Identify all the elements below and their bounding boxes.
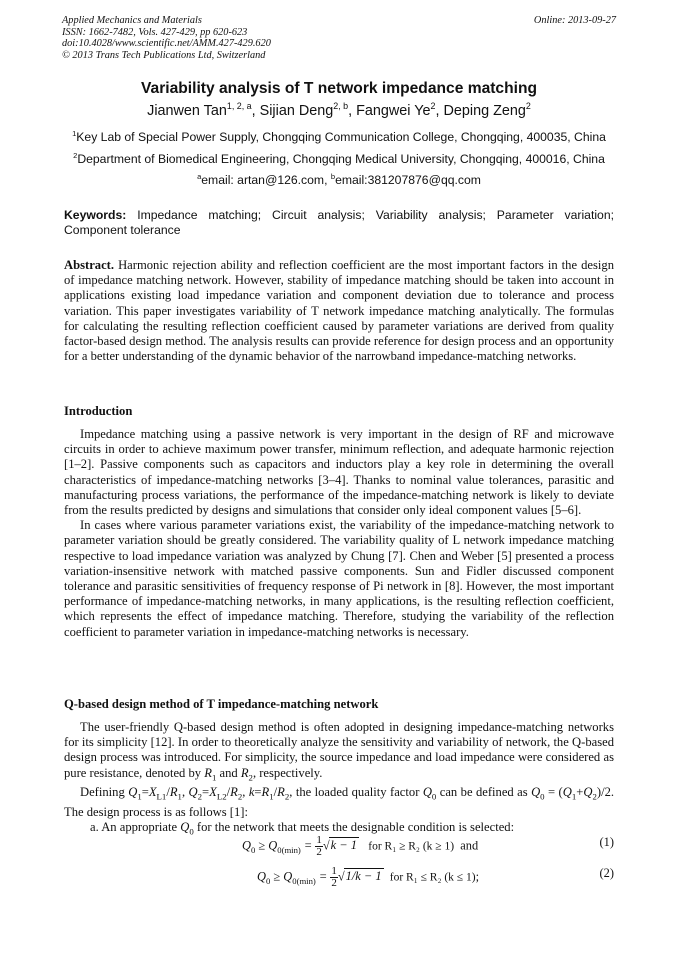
keywords-text: Impedance matching; Circuit analysis; Variability analysis; Parameter variation; Component tolerance bbox=[64, 208, 614, 237]
qbased-paragraph-1: The user-friendly Q-based design method is often adopted in designing impedance-matching networks for its simplicity [12]. In order to theoretically analyze the sensitivity and variability of network, the Q-based design process was introduced. For simplicity, the source impedance and load impedance were considered as pure resistance, denoted by $R_1$ and $R_2$, respectively. bbox=[64, 720, 614, 783]
abstract-label: Abstract. bbox=[64, 258, 115, 272]
equation-2-number: (2) bbox=[599, 866, 614, 880]
issn-line: ISSN: 1662-7482, Vols. 427-429, pp 620-623 bbox=[62, 26, 248, 38]
qbased-paragraph-2: Defining $Q_1=X_{L1}/R_1$, $Q_2=X_{L2}/R_2$, $k=R_1/R_2$, the loaded quality factor $Q_0$ can be defined as $Q_0 = (Q_1+Q_2)/2$. The design process is as follows [1]: bbox=[64, 785, 615, 820]
journal-header bbox=[62, 15, 616, 61]
paper-title: Variability analysis of T network impedance matching bbox=[140, 80, 538, 97]
author-2: Sijian Deng$^{2, b}$, bbox=[259, 101, 357, 119]
abstract-text: Harmonic rejection ability and reflection coefficient are the most important factors in the design of impedance matching network. However, stability of impedance matching should be taken into account in applications existing load impedance variation and component deviation due to tolerance and process variation. This paper investigates variability of T network impedance matching analytically. The formulas for calculating the resulting reflection coefficient caused by parameter variations are derived from quality factor-based design method. The analysis results can provide reference for design process and an opportunity for a better understanding of the dynamic behavior of the narrowband impedance-matching networks. bbox=[64, 258, 614, 364]
equation-1 bbox=[64, 831, 614, 861]
abstract bbox=[64, 258, 614, 364]
keywords-label: Keywords: bbox=[64, 208, 127, 222]
author-3: Fangwei Ye$^2$, bbox=[356, 101, 444, 119]
keywords bbox=[64, 208, 614, 238]
journal-name: Applied Mechanics and Materials bbox=[62, 15, 202, 26]
online-date: Online: 2013-09-27 bbox=[533, 15, 616, 26]
step-a: a. An appropriate $Q_0$ for the network that meets the designable condition is selected: bbox=[90, 820, 515, 837]
equation-2 bbox=[64, 862, 614, 892]
section-heading-introduction: Introduction bbox=[64, 404, 133, 418]
equation-2-expression: $Q_0 \ge Q_{0(min)}$ = $\frac{1}{2}$ √1/k − 1 for R₁ ≤ R₂ (k ≤ 1); bbox=[257, 865, 480, 889]
introduction-paragraph-2: In cases where various parameter variations exist, the variability of the impedance-matching network to parameter variation should be greatly considered. The variability quality of L network impedance matching respective to load impedance variation was analyzed by Chung [7]. Chen and Weber [5] presented a process variation-insensitive network with matched passive components. Sun and Fidler discussed component tolerance and parasitic sensitivities of frequency response of Pi network in [8]. However, the most important performance of impedance-matching networks, in many applications, is the resulting reflection coefficient, which represents the effect of impedance matching. Therefore, studying the variability of the reflection coefficient to parameter variation in impedance-matching networks is necessary. bbox=[64, 518, 614, 639]
introduction-paragraph-1: Impedance matching using a passive network is very important in the design of RF and microwave circuits in order to achieve maximum power transfer, minimum reflection, and adequate harmonic rejection [1–2]. Passive components such as capacitors and inductors play a key role in determining the overall characteristics of impedance-matching networks [3–4]. Thanks to nominal value tolerances, parasitic and manufacturing process variations, the performance of the impedance-matching network is likely to deviate from the results predicted by designs and simulations that consider only ideal component values [5–6]. bbox=[64, 427, 614, 518]
equation-1-expression: $Q_0 \ge Q_{0(min)}$ = $\frac{1}{2}$ √k − 1 for R₁ ≥ R₂ (k ≥ 1) and bbox=[242, 834, 479, 858]
copyright-line: © 2013 Trans Tech Publications Ltd, Switzerland bbox=[62, 49, 266, 61]
doi-line: doi:10.4028/www.scientific.net/AMM.427-429.620 bbox=[62, 38, 271, 49]
affiliation-1: $^1$Key Lab of Special Power Supply, Chongqing Communication College, Chongqing, 400035, China bbox=[72, 128, 606, 144]
section-heading-qbased: Q-based design method of T impedance-matching network bbox=[64, 697, 379, 711]
affiliation-2: $^2$Department of Biomedical Engineering, Chongqing Medical University, Chongqing, 400016, China bbox=[73, 150, 605, 166]
email-line: $^a$email: artan@126.com, $^b$email:381207876@qq.com bbox=[197, 171, 481, 187]
equation-1-number: (1) bbox=[599, 835, 614, 849]
author-list bbox=[0, 103, 678, 119]
author-4: Deping Zeng$^2$ bbox=[443, 101, 531, 119]
introduction-body bbox=[64, 427, 614, 640]
author-1: Jianwen Tan$^{1, 2, a}$, bbox=[147, 101, 260, 119]
qbased-body bbox=[64, 720, 614, 840]
